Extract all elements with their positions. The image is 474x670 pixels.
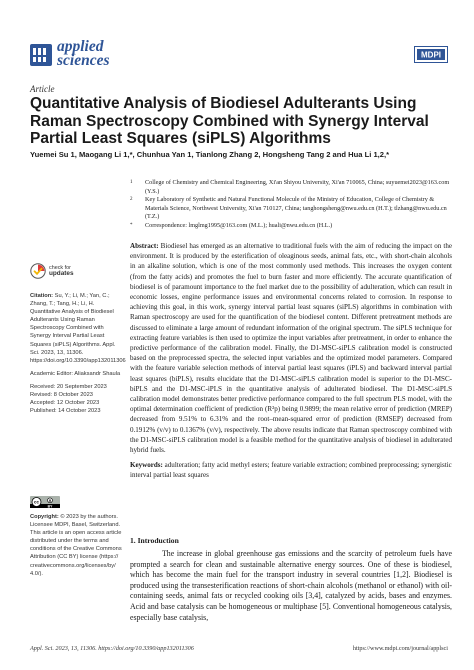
journal-name-line1: applied <box>57 38 104 55</box>
citation-text[interactable]: Su, Y.; Li, M.; Yan, C.; Zhang, T.; Tang, H.; Li, H. Quantitative Analysis of Biodiesel Adulterants Using Raman Spectroscopy Combined with Synergy Interval Partial Least Squares (siPLS) Algorithms. Appl. Sci. 2023, 13, 11306. https://doi.org/10.3390/app132011306 <box>30 293 126 364</box>
keywords-text: adulteration; fatty acid methyl esters; feature variable extraction; combined preprocessing; synergistic interval partial least squares <box>130 461 452 480</box>
affiliation-number: 1 <box>130 180 133 185</box>
introduction-text <box>130 549 452 623</box>
affiliation-number: * <box>130 222 133 228</box>
journal-name <box>57 40 110 68</box>
footer-citation[interactable]: Appl. Sci. 2023, 13, 11306. https://doi.org/10.3390/app132011306 <box>30 645 194 652</box>
citation-label: Citation: <box>30 293 54 299</box>
citation <box>30 292 126 365</box>
check-for-updates-icon <box>30 263 46 279</box>
paper-title: Quantitative Analysis of Biodiesel Adulterants Using Raman Spectroscopy Combined with Synergy Interval Partial Least Squares (siPLS) Algorithms <box>30 95 429 147</box>
footer-journal-url[interactable]: https://www.mdpi.com/journal/applsci <box>352 645 448 652</box>
affiliation-item <box>130 196 450 222</box>
date-revised: Revised: 8 October 2023 <box>30 392 93 399</box>
svg-text:BY: BY <box>47 504 53 508</box>
check-line2: updates <box>49 270 74 278</box>
editor-name: Aliaksandr Shaula <box>74 370 121 377</box>
keywords-label: Keywords: <box>130 461 163 469</box>
abstract-label: Abstract: <box>130 242 159 250</box>
date-published: Published: 14 October 2023 <box>30 408 101 415</box>
check-line1: check for <box>49 265 71 271</box>
article-type: Article <box>30 84 55 94</box>
svg-text:cc: cc <box>34 499 39 505</box>
check-for-updates-label <box>49 265 74 277</box>
journal-name-line2: sciences <box>57 52 110 69</box>
copyright-notice <box>30 513 122 578</box>
correspondence-text: Correspondence: lmglmg1995@163.com (M.L.); huali@nwu.edu.cn (H.L.) <box>145 221 333 229</box>
affiliation-number: 2 <box>130 197 133 203</box>
author-list: Yuemei Su 1, Maogang Li 1,*, Chunhua Yan 1, Tianlong Zhang 2, Hongsheng Tang 2 and Hua Li 1,2,* <box>30 150 390 159</box>
academic-editor <box>30 370 122 378</box>
introduction-paragraph: The increase in global greenhouse gas emissions and the scarcity of petroleum fuels have prompted a search for clean and sustainable alternative energy sources. One of these is biodiesel, which has become the main fuel for the transport industry in several countries [1,2]. Biodiesel is produced using the transesterification reactions of short-chain alcohols (methanol or ethanol) with oil-containing seeds, animal fats or recycled cooking oils [3,4], catalyzed by acids, bases and enzymes. Acid and base catalysis can be homogeneous or multiphase [5]. Conventional homogeneous catalysis, especially base catalysis, <box>130 549 452 622</box>
abstract <box>130 241 452 455</box>
keywords <box>130 460 452 480</box>
copyright-text: © 2023 by the authors. Licensee MDPI, Basel, Switzerland. This article is an open access article distributed under the terms and conditions of the Creative Commons Attribution (CC BY) license (https:// creativecommons.org/licenses/by/ 4.0/). <box>30 514 122 577</box>
date-received: Received: 20 September 2023 <box>30 383 107 390</box>
journal-logo-icon <box>30 44 52 66</box>
affiliation-item <box>130 179 450 196</box>
affiliation-text: Key Laboratory of Synthetic and Natural Functional Molecule of the Ministry of Education, College of Chemistry & Materials Science, Northwest University, Xi'an 710127, China; tanghongsheng@nwu.edu.cn (H.T.); tlzhang@nwu.edu.cn (T.Z.) <box>145 196 447 221</box>
check-for-updates-button[interactable] <box>30 263 122 285</box>
mdpi-logo-icon <box>414 46 448 63</box>
date-accepted: Accepted: 12 October 2023 <box>30 400 100 407</box>
affiliations <box>130 179 450 231</box>
cc-by-license-icon[interactable] <box>30 496 60 508</box>
abstract-text: Biodiesel has emerged as an alternative to traditional fuels with the aim of reducing the impact on the environment. It is produced by the esterification of oleaginous seeds, animal fats, etc., with short-chain alcohols in an alkaline solution, which is one of the most commonly used methods. This increases the oxygen content (from the fatty acids) and promotes the fuel to burn faster and more efficiently. The accurate quantification of biodiesel is of paramount importance to the fuel market due to the possibility of adulteration, which can result in economic losses, engine performance issues and environmental concerns related to corrosion. In response to achieving this goal, in this work, synergy interval partial least squares (siPLS) algorithms in combination with Raman spectroscopy are used for the quantification of the biodiesel content. Different pretreatment methods are discussed to eliminate a large amount of redundant information of the original spectrum. The siPLS technique for extracting feature variables is then used to optimize the input variables after pretreatment, in order to enhance the predictive performance of the calibration model. Finally, the D1-MSC-siPLS calibration model is constructed based on the preprocessed spectra, the selected input variables and the optimized model parameters. Compared with the feature variable selection methods of interval partial least squares (iPLS) and backward interval partial least squares (biPLS), results elucidate that the D1-MSC-siPLS calibration model is superior to the D1-MSC-biPLS and the D1-MSC-iPLS in the quantitative analysis of adulterated biodiesel. The D1-MSC-siPLS calibration model demonstrates better predictive performance compared to the full spectrum PLS model, with the optimal determination coefficient of prediction (R²p) being 0.9899; the mean relative error of prediction (MREP) decreased from 9.51% to 6.31% and the root–mean-squared error of prediction (RMSEP) decreased from 0.1912% (v/v) to 0.1367% (v/v), respectively. The above results indicate that Raman spectroscopy combined with the D1-MSC-siPLS calibration model is a feasible method for the quantitative analysis of biodiesel in adulterated hybrid fuels. <box>130 242 452 455</box>
copyright-label: Copyright: <box>30 514 59 520</box>
editor-label: Academic Editor: <box>30 370 73 377</box>
mdpi-logo-text: MDPI <box>421 50 441 60</box>
article-info-sidebar <box>30 263 126 420</box>
affiliation-text: College of Chemistry and Chemical Engineering, Xi'an Shiyou University, Xi'an 710065, China; suyuemei2023@163.com (Y.S.) <box>145 179 450 195</box>
journal-header <box>30 38 448 72</box>
correspondence <box>130 222 450 231</box>
section-heading-introduction: 1. Introduction <box>130 536 179 545</box>
publication-dates <box>30 383 122 415</box>
